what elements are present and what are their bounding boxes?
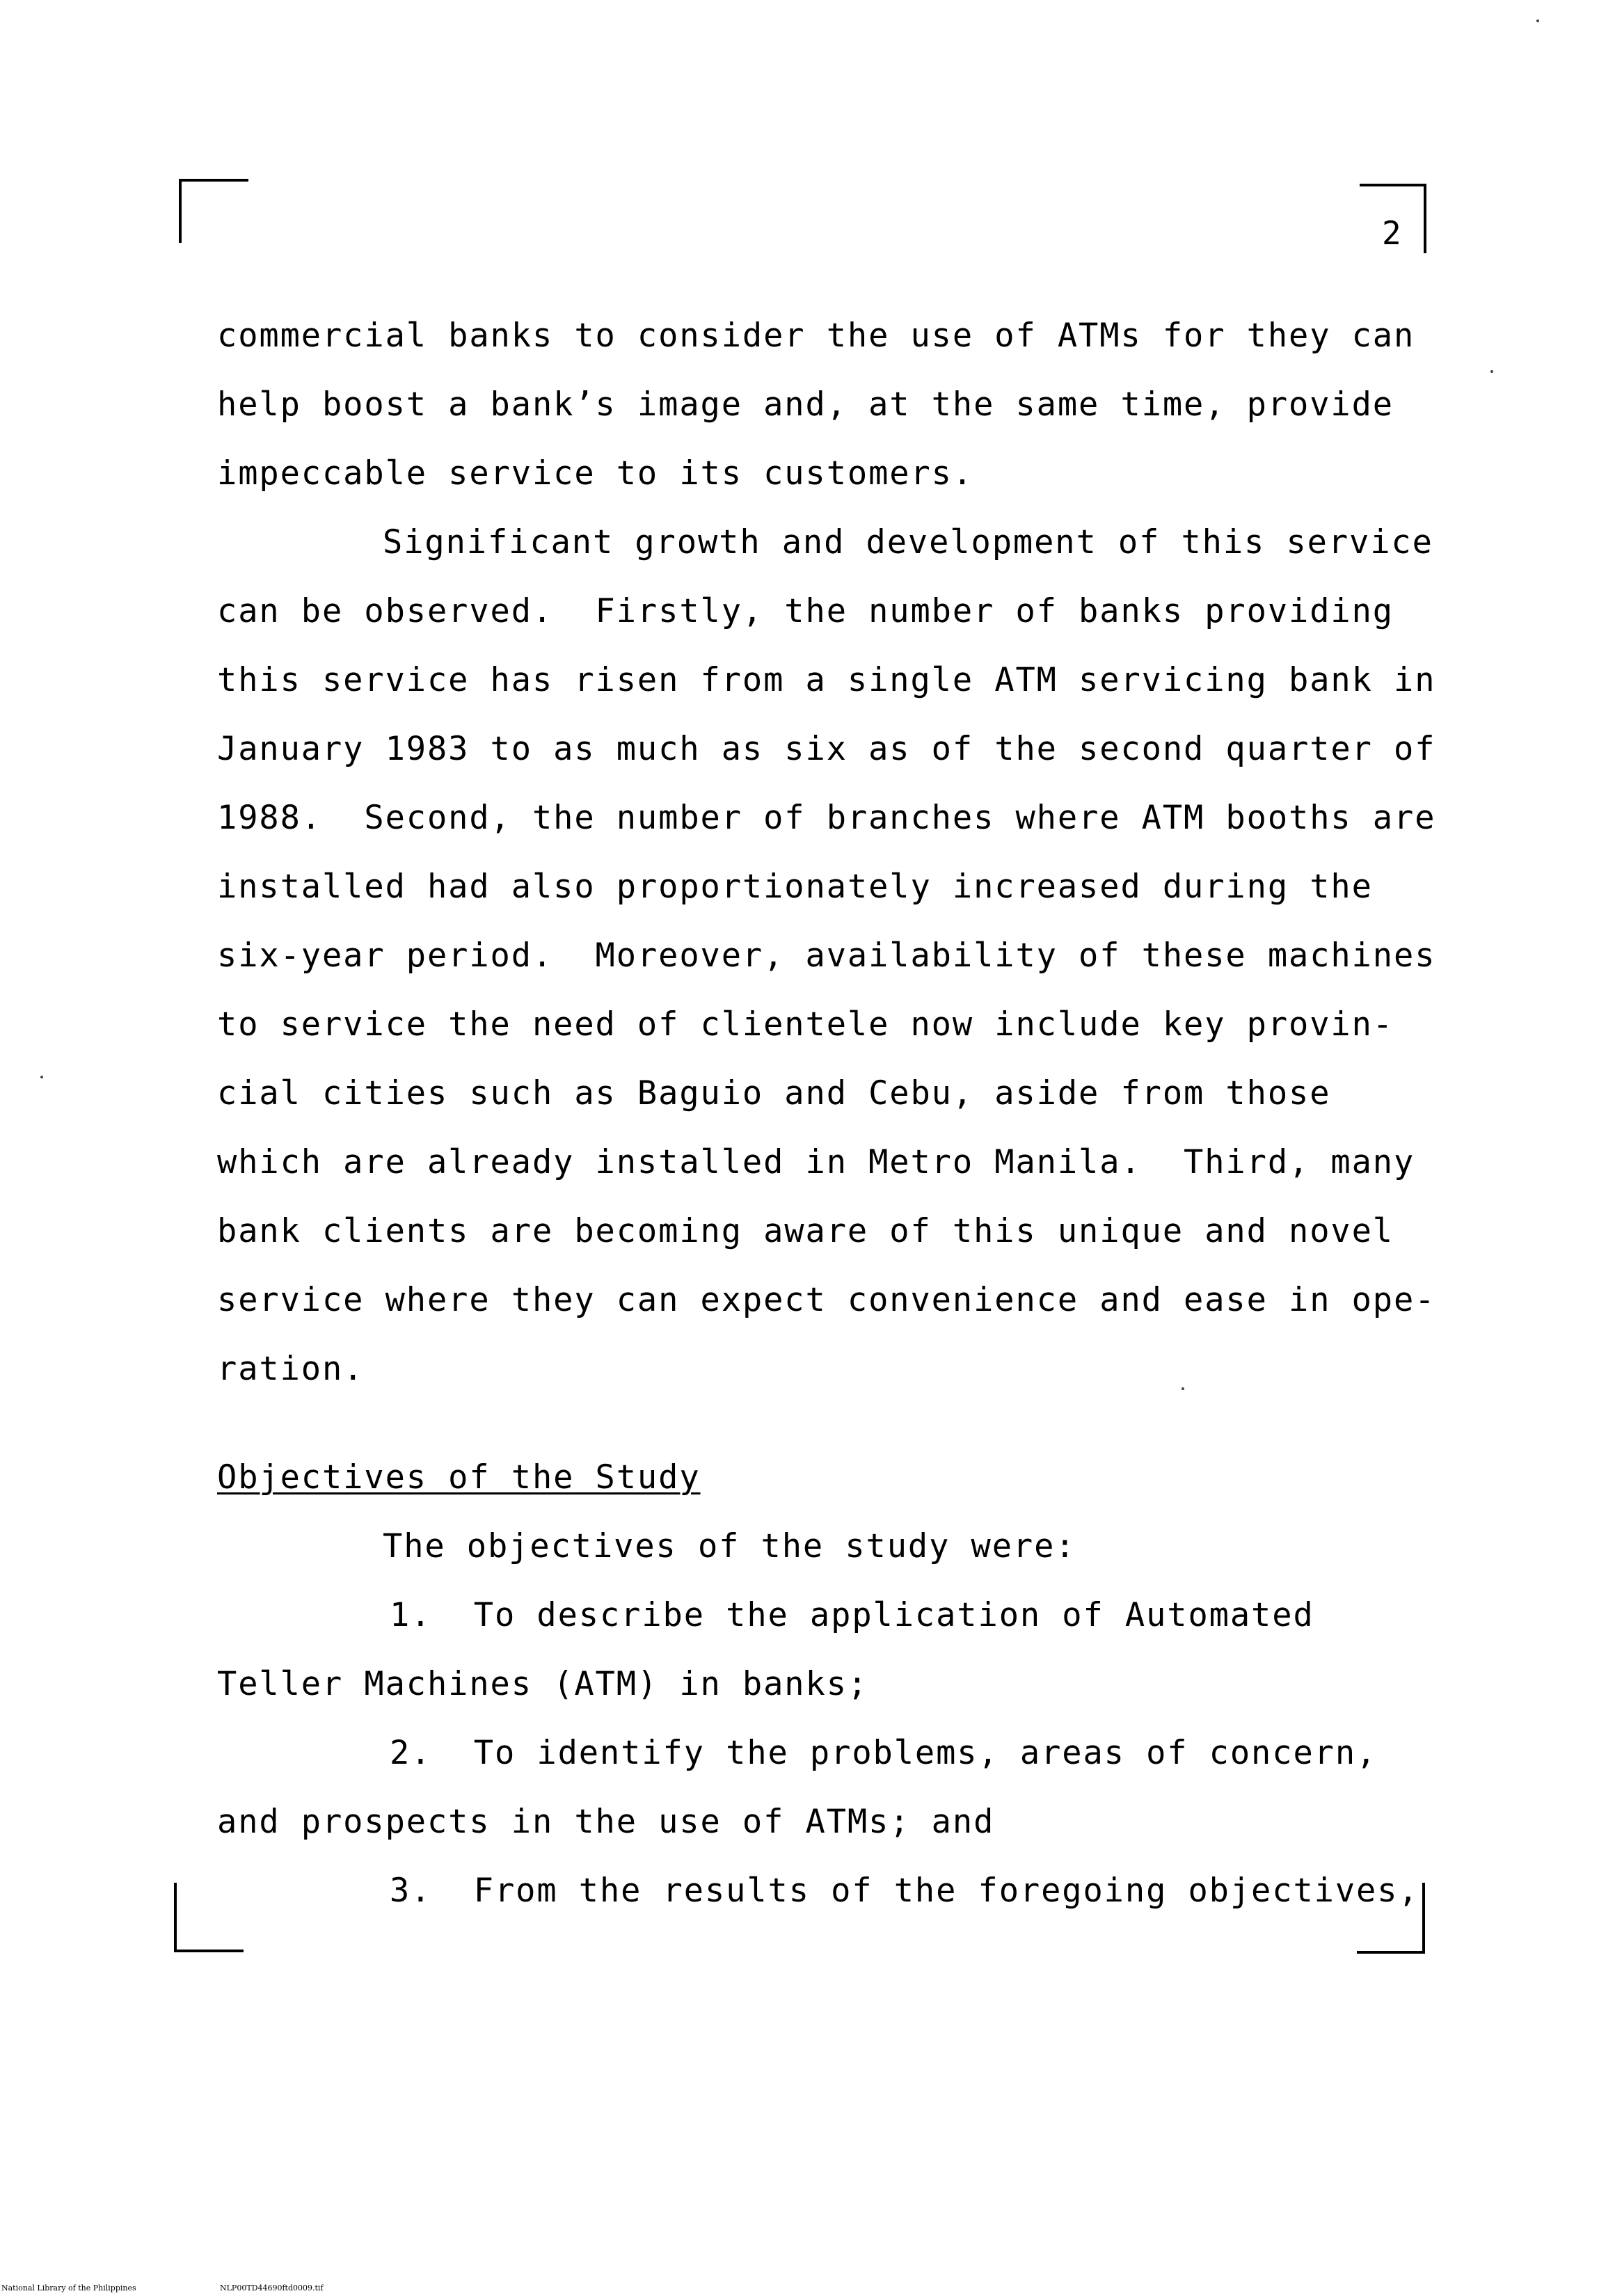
crop-mark-top-right-vertical (1424, 184, 1426, 253)
crop-mark-bottom-right-vertical (1422, 1883, 1425, 1954)
paragraph-1-line-1: commercial banks to consider the use of ATMs for they can (217, 317, 1415, 355)
paragraph-2-line-12: service where they can expect convenience and ease in ope- (217, 1281, 1436, 1319)
paragraph-2-line-5: 1988. Second, the number of branches where ATM booths are (217, 799, 1436, 837)
objective-3-line-1: 3. From the results of the foregoing objectives, (390, 1872, 1419, 1910)
crop-mark-top-left-vertical (179, 179, 182, 243)
objective-1-line-2: Teller Machines (ATM) in banks; (217, 1665, 869, 1703)
footer-file-id: NLP00TD44690ftd0009.tif (220, 2283, 324, 2293)
paragraph-1-line-3: impeccable service to its customers. (217, 454, 974, 493)
crop-mark-bottom-left-vertical (174, 1883, 177, 1952)
objective-2-line-2: and prospects in the use of ATMs; and (217, 1803, 995, 1841)
paragraph-2-line-2: can be observed. Firstly, the number of banks providing (217, 592, 1394, 630)
objectives-intro: The objectives of the study were: (383, 1527, 1076, 1565)
objective-2-line-1: 2. To identify the problems, areas of concern, (390, 1734, 1378, 1772)
crop-mark-top-right-horizontal (1360, 184, 1426, 186)
paragraph-2-line-8: to service the need of clientele now include key provin- (217, 1005, 1394, 1044)
paragraph-2-line-13: ration. (217, 1350, 365, 1388)
paragraph-1-line-2: help boost a bank’s image and, at the same time, provide (217, 385, 1394, 424)
paragraph-2-line-3: this service has risen from a single ATM servicing bank in (217, 661, 1436, 699)
crop-mark-bottom-right-horizontal (1357, 1951, 1425, 1954)
section-heading: Objectives of the Study (217, 1458, 701, 1497)
crop-mark-top-left-horizontal (179, 179, 248, 182)
objective-1-line-1: 1. To describe the application of Automated (390, 1596, 1314, 1634)
paragraph-2-line-4: January 1983 to as much as six as of the second quarter of (217, 730, 1436, 768)
scan-speck (40, 1076, 43, 1078)
crop-mark-bottom-left-horizontal (174, 1950, 244, 1952)
scan-speck (1536, 19, 1539, 22)
paragraph-2-line-1: Significant growth and development of this service (383, 523, 1433, 561)
paragraph-2-line-7: six-year period. Moreover, availability of these machines (217, 936, 1436, 975)
paragraph-2-line-10: which are already installed in Metro Manila. Third, many (217, 1143, 1415, 1181)
paragraph-2-line-11: bank clients are becoming aware of this unique and novel (217, 1212, 1394, 1250)
page-number: 2 (1382, 214, 1401, 252)
paragraph-2-line-6: installed had also proportionately increased during the (217, 868, 1373, 906)
paragraph-2-line-9: cial cities such as Baguio and Cebu, aside from those (217, 1074, 1331, 1113)
scan-speck (1490, 370, 1493, 373)
scan-speck (1182, 1387, 1184, 1390)
footer-library-name: National Library of the Philippines (1, 2283, 136, 2293)
